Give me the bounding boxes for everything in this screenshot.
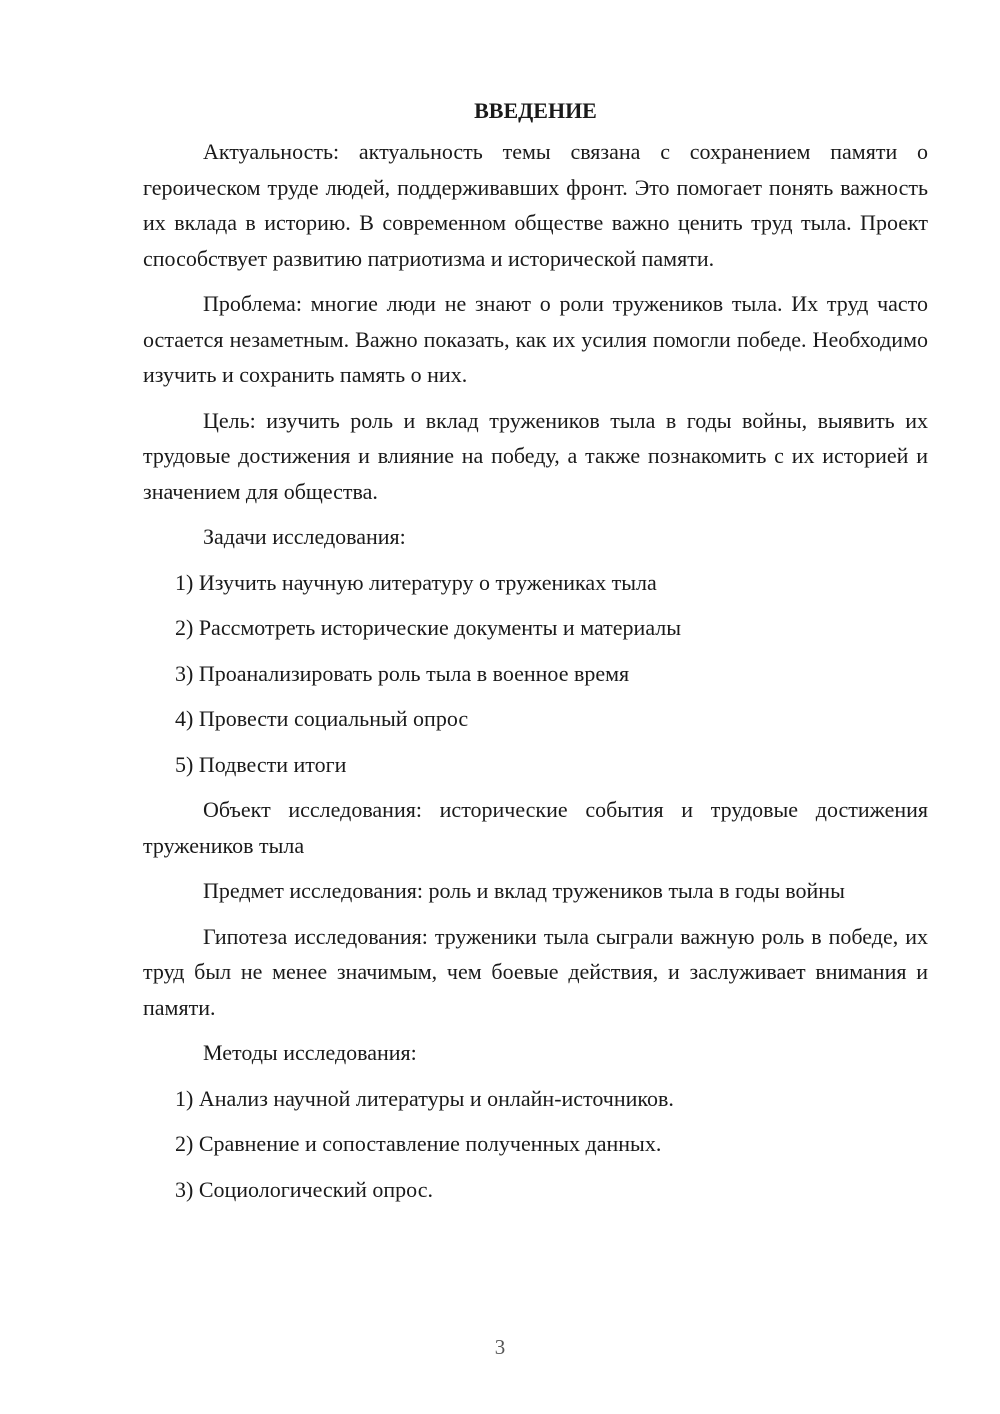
page-number: 3 (494, 1335, 506, 1359)
hypothesis-paragraph: Гипотеза исследования: труженики тыла сыграли важную роль в победе, их труд был не менее значимым, чем боевые действия, и заслуживает внимания и памяти. (143, 923, 928, 1020)
method-item: 2) Сравнение и сопоставление полученных данных. (175, 1131, 662, 1156)
goal-paragraph: Цель: изучить роль и вклад тружеников тыла в годы войны, выявить их трудовые достижения и влияние на победу, а также познакомить с их историей и значением для общества. (143, 407, 928, 504)
task-item: 2) Рассмотреть исторические документы и материалы (175, 615, 682, 640)
problem-paragraph: Проблема: многие люди не знают о роли тружеников тыла. Их труд часто остается незаметным. Важно показать, как их усилия помогли победе. Необходимо изучить и сохранить память о них. (143, 291, 928, 387)
relevance-paragraph: Актуальность: актуальность темы связана с сохранением памяти о героическом труде людей, поддерживавших фронт. Это помогает понять важность их вклада в историю. В современном обществе важно ценить труд тыла. Проект способствует развитию патриотизма и исторической памяти. (143, 139, 928, 271)
method-item: 3) Социологический опрос. (175, 1176, 433, 1202)
task-item: 5) Подвести итоги (175, 751, 347, 777)
tasks-title: Задачи исследования: (203, 524, 406, 549)
method-item: 1) Анализ научной литературы и онлайн-источников. (175, 1085, 674, 1111)
page-content (143, 96, 928, 1217)
task-item: 1) Изучить научную литературу о тружениках тыла (175, 569, 657, 595)
object-paragraph: Объект исследования: исторические события и трудовые достижения тружеников тыла (143, 797, 928, 858)
subject-paragraph: Предмет исследования: роль и вклад тружеников тыла в годы войны (203, 878, 845, 903)
task-item: 3) Проанализировать роль тыла в военное время (175, 660, 630, 686)
methods-title: Методы исследования: (203, 1040, 417, 1065)
task-item: 4) Провести социальный опрос (175, 706, 469, 731)
section-heading: ВВЕДЕНИЕ (474, 98, 597, 123)
